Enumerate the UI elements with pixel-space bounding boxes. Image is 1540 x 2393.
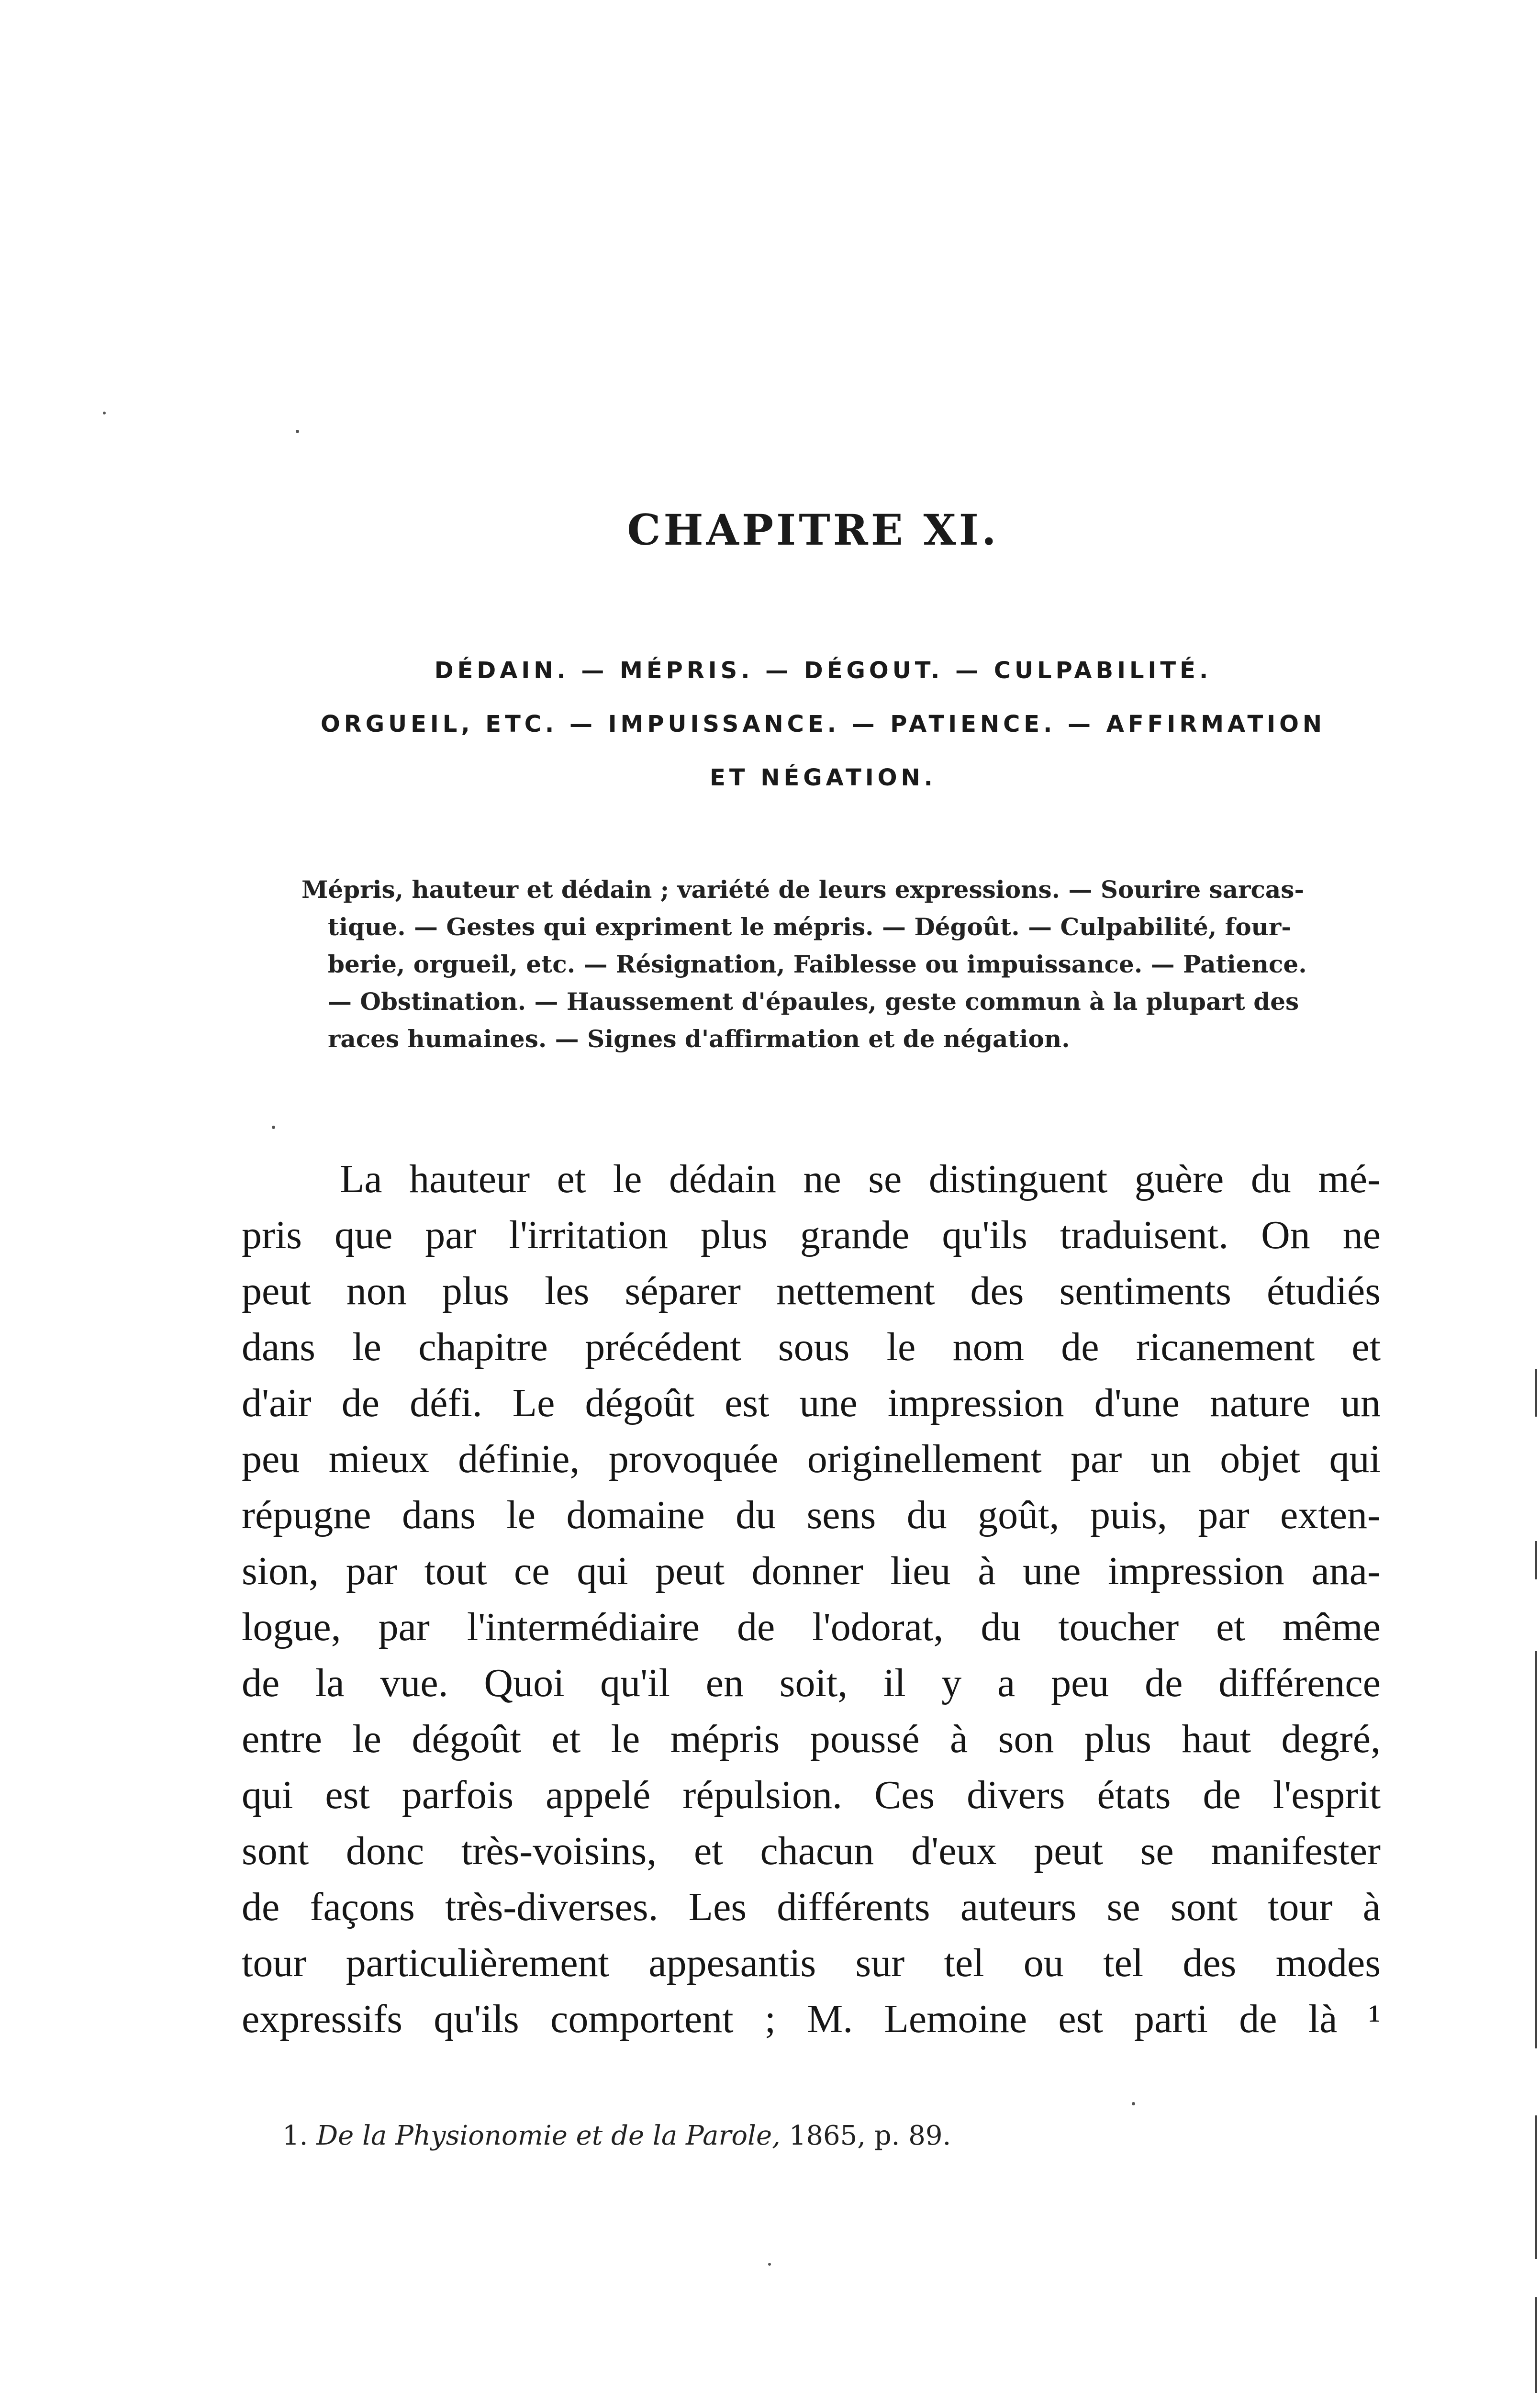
chapter-headings: [268, 644, 1378, 805]
summary-line: berie, orgueil, etc. — Résignation, Faiblesse ou impuissance. — Patience.: [328, 950, 1307, 978]
body-line: La hauteur et le dédain ne se distinguent guère du mé-: [340, 1157, 1381, 1201]
footnote: [282, 2120, 1239, 2151]
body-line: dans le chapitre précédent sous le nom de ricanement et: [242, 1325, 1381, 1369]
body-paragraph: [242, 1151, 1381, 2047]
scan-edge-line: [1535, 1541, 1537, 1579]
scan-speck: [103, 412, 106, 414]
scan-speck: [1132, 2102, 1135, 2105]
summary-line: races humaines. — Signes d'affirmation et de négation.: [328, 1025, 1070, 1053]
body-line: de façons très-diverses. Les différents auteurs se sont tour à: [242, 1885, 1381, 1929]
footnote-citation: 1865, p. 89.: [789, 2120, 951, 2151]
body-line: peut non plus les séparer nettement des sentiments étudiés: [242, 1269, 1381, 1313]
body-line: expressifs qu'ils comportent ; M. Lemoine est parti de là ¹: [242, 1997, 1381, 2041]
body-line: tour particulièrement appesantis sur tel ou tel des modes: [242, 1941, 1381, 1985]
scan-edge-line: [1535, 2115, 1537, 2259]
body-line: logue, par l'intermédiaire de l'odorat, du toucher et même: [242, 1605, 1381, 1649]
scan-edge-line: [1535, 1651, 1537, 2048]
footnote-title: De la Physionomie et de la Parole,: [316, 2120, 781, 2151]
footnote-marker: 1.: [282, 2120, 308, 2151]
body-line: répugne dans le domaine du sens du goût, puis, par exten-: [242, 1493, 1381, 1537]
summary-line: tique. — Gestes qui expriment le mépris. — Dégoût. — Culpabilité, four-: [328, 913, 1291, 941]
body-line: peu mieux définie, provoquée originellement par un objet qui: [242, 1437, 1381, 1481]
chapter-summary: [301, 871, 1345, 1058]
body-line: de la vue. Quoi qu'il en soit, il y a peu de différence: [242, 1661, 1381, 1705]
scan-speck: [768, 2263, 771, 2266]
heading-line: ORGUEIL, ETC. — IMPUISSANCE. — PATIENCE. — AFFIRMATION: [320, 711, 1326, 738]
body-line: entre le dégoût et le mépris poussé à son plus haut degré,: [242, 1717, 1381, 1761]
body-line: d'air de défi. Le dégoût est une impression d'une nature un: [242, 1381, 1381, 1425]
body-line: sion, par tout ce qui peut donner lieu à une impression ana-: [242, 1549, 1381, 1593]
chapter-title: CHAPITRE XI.: [627, 505, 999, 555]
body-line: pris que par l'irritation plus grande qu'ils traduisent. On ne: [242, 1213, 1381, 1257]
body-line: sont donc très-voisins, et chacun d'eux peut se manifester: [242, 1829, 1381, 1873]
heading-line: DÉDAIN. — MÉPRIS. — DÉGOUT. — CULPABILITÉ.: [434, 657, 1212, 684]
summary-line: — Obstination. — Haussement d'épaules, geste commun à la plupart des: [328, 987, 1299, 1016]
scan-speck: [296, 430, 299, 433]
scan-edge-line: [1535, 1369, 1537, 1417]
heading-line: ET NÉGATION.: [710, 764, 937, 791]
body-line: qui est parfois appelé répulsion. Ces divers états de l'esprit: [242, 1773, 1381, 1817]
scan-edge-line: [1535, 2297, 1537, 2393]
summary-line: Mépris, hauteur et dédain ; variété de leurs expressions. — Sourire sarcas-: [301, 875, 1305, 904]
scan-speck: [272, 1126, 275, 1129]
